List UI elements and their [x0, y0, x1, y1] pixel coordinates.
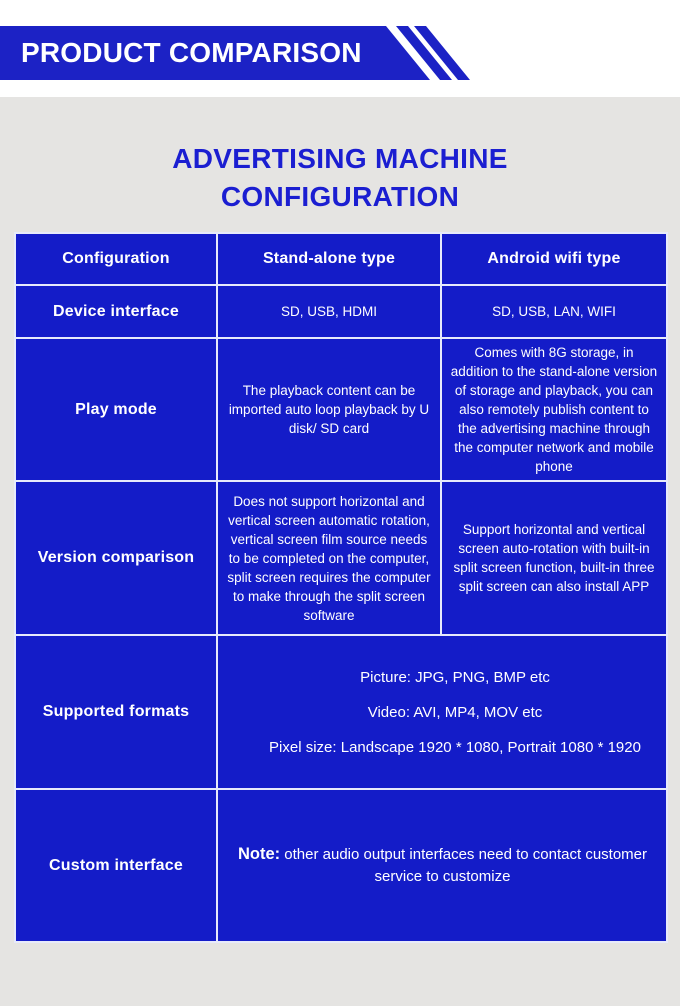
cell-device-interface-android: SD, USB, LAN, WIFI	[441, 285, 667, 338]
table-row-custom-interface	[15, 789, 667, 942]
format-picture: Picture: JPG, PNG, BMP etc	[360, 668, 550, 686]
table-row-device-interface	[15, 285, 667, 338]
format-pixel-size: Pixel size: Landscape 1920 * 1080, Portrait 1080 * 1920	[269, 738, 641, 756]
row-label-supported-formats: Supported formats	[15, 635, 217, 789]
note-text: other audio output interfaces need to contact customer service to customize	[280, 846, 648, 885]
cell-play-mode-android: Comes with 8G storage, in addition to the stand-alone version of storage and playback, you can also remotely publish content to the advertising machine through the computer network and mobile phone	[441, 338, 667, 481]
note-label: Note:	[237, 845, 281, 863]
page-title-line2: CONFIGURATION	[220, 181, 460, 212]
cell-version-comparison-android: Support horizontal and vertical screen auto-rotation with built-in split screen function, built-in three split screen can also install APP	[441, 481, 667, 635]
custom-interface-note	[218, 843, 666, 888]
cell-device-interface-standalone: SD, USB, HDMI	[217, 285, 441, 338]
cell-version-comparison-standalone: Does not support horizontal and vertical screen automatic rotation, vertical screen film source needs to be completed on the computer, split screen requires the computer to make through the split screen software	[217, 481, 441, 635]
header-android-wifi-type: Android wifi type	[441, 233, 667, 285]
comparison-table	[14, 232, 668, 943]
page-title-line1: ADVERTISING MACHINE	[172, 143, 508, 174]
table-row-version-comparison	[15, 481, 667, 635]
table-row-supported-formats	[15, 635, 667, 789]
format-video: Video: AVI, MP4, MOV etc	[367, 703, 543, 721]
header-standalone-type: Stand-alone type	[217, 233, 441, 285]
row-label-device-interface: Device interface	[15, 285, 217, 338]
banner-title: PRODUCT COMPARISON	[21, 37, 362, 68]
row-label-play-mode: Play mode	[15, 338, 217, 481]
row-label-custom-interface: Custom interface	[15, 789, 217, 942]
table-row-play-mode	[15, 338, 667, 481]
product-comparison-banner	[0, 26, 500, 80]
table-header-row	[15, 233, 667, 285]
cell-custom-interface-note	[217, 789, 667, 942]
cell-supported-formats	[217, 635, 667, 789]
page-title	[0, 140, 680, 216]
header-configuration: Configuration	[15, 233, 217, 285]
row-label-version-comparison: Version comparison	[15, 481, 217, 635]
supported-formats-list	[218, 668, 666, 757]
cell-play-mode-standalone: The playback content can be imported auto loop playback by U disk/ SD card	[217, 338, 441, 481]
